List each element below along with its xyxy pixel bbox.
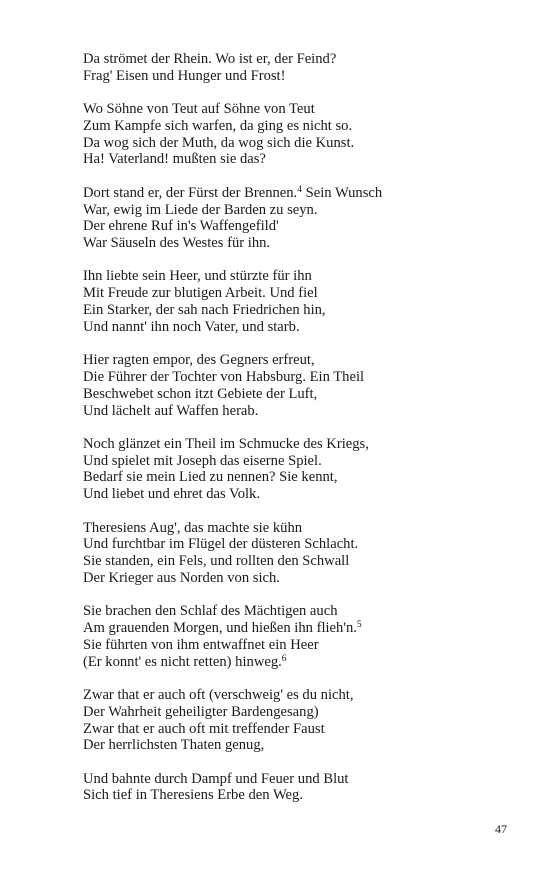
stanza-3: [83, 185, 523, 252]
verse-line-with-footnote: [83, 185, 523, 202]
page-number: 47: [495, 822, 507, 836]
verse-line: Und lächelt auf Waffen herab.: [83, 402, 259, 419]
verse-line: Frag' Eisen und Hunger und Frost!: [83, 67, 286, 84]
verse-line: Der Krieger aus Norden von sich.: [83, 569, 280, 586]
verse-line: Und liebet und ehret das Volk.: [83, 486, 260, 503]
verse-line: Da wog sich der Muth, da wog sich die Kunst.: [83, 134, 355, 151]
verse-line: Noch glänzet ein Theil im Schmucke des Kriegs,: [83, 435, 369, 452]
verse-line: War, ewig im Liede der Barden zu seyn.: [83, 201, 318, 218]
verse-line: Zwar that er auch oft (verschweig' es du nicht,: [83, 686, 354, 703]
verse-line: War Säuseln des Westes für ihn.: [83, 235, 271, 252]
verse-line: Und spielet mit Joseph das eiserne Spiel.: [83, 452, 322, 469]
stanza-4: [83, 268, 523, 335]
verse-line: Mit Freude zur blutigen Arbeit. Und fiel: [83, 285, 318, 302]
footnote-marker-4[interactable]: 4: [297, 184, 302, 195]
stanza-6: [83, 436, 523, 503]
verse-text-continued: Sein Wunsch: [301, 184, 383, 201]
stanza-5: [83, 352, 523, 419]
verse-line: Und bahnte durch Dampf und Feuer und Blut: [83, 770, 349, 787]
stanza-10: [83, 771, 523, 805]
verse-line: Der ehrene Ruf in's Waffengefild': [83, 218, 279, 235]
verse-line: Der herrlichsten Thaten genug,: [83, 737, 265, 754]
verse-line: Ha! Vaterland! mußten sie das?: [83, 151, 266, 168]
verse-line: Beschwebet schon itzt Gebiete der Luft,: [83, 385, 318, 402]
verse-line: Da strömet der Rhein. Wo ist er, der Feind?: [83, 51, 337, 67]
verse-line: Sie brachen den Schlaf des Mächtigen auch: [83, 603, 338, 620]
footnote-marker-5[interactable]: 5: [356, 620, 362, 631]
verse-line: Wo Söhne von Teut auf Söhne von Teut: [83, 101, 315, 118]
verse-line: Die Führer der Tochter von Habsburg. Ein Theil: [83, 368, 365, 385]
verse-line: Ein Starker, der sah nach Friedrichen hin,: [83, 302, 326, 319]
stanza-1: [83, 51, 523, 85]
verse-line: Und nannt' ihn noch Vater, und starb.: [83, 318, 300, 335]
verse-line: Sie führten von ihm entwaffnet ein Heer: [83, 636, 319, 653]
verse-text: (Er konnt' es nicht retten) hinweg.: [83, 653, 282, 670]
verse-line: Und furchtbar im Flügel der düsteren Schlacht.: [83, 536, 359, 553]
verse-line: Bedarf sie mein Lied zu nennen? Sie kennt,: [83, 469, 338, 486]
verse-line: Der Wahrheit geheiligter Bardengesang): [83, 703, 319, 720]
verse-text: Am grauenden Morgen, und hießen ihn flieh'n.: [83, 620, 357, 637]
footnote-marker-6[interactable]: 6: [281, 653, 287, 664]
verse-line: Zum Kampfe sich warfen, da ging es nicht so.: [83, 117, 353, 134]
stanza-2: [83, 101, 523, 168]
verse-line: Hier ragten empor, des Gegners erfreut,: [83, 352, 315, 369]
verse-line: Ihn liebte sein Heer, und stürzte für ihn: [83, 268, 312, 285]
verse-line: Zwar that er auch oft mit treffender Faust: [83, 720, 325, 737]
stanza-7: [83, 520, 523, 587]
verse-text: Dort stand er, der Fürst der Brennen.: [83, 184, 298, 201]
verse-line: Sie standen, ein Fels, und rollten den Schwall: [83, 553, 350, 570]
verse-line-with-footnote: [83, 620, 523, 637]
stanza-8: [83, 603, 523, 670]
verse-line: Sich tief in Theresiens Erbe den Weg.: [83, 787, 303, 804]
stanza-9: [83, 687, 523, 754]
poem: [83, 51, 523, 821]
verse-line: Theresiens Aug', das machte sie kühn: [83, 519, 303, 536]
verse-line-with-footnote: [83, 654, 523, 671]
